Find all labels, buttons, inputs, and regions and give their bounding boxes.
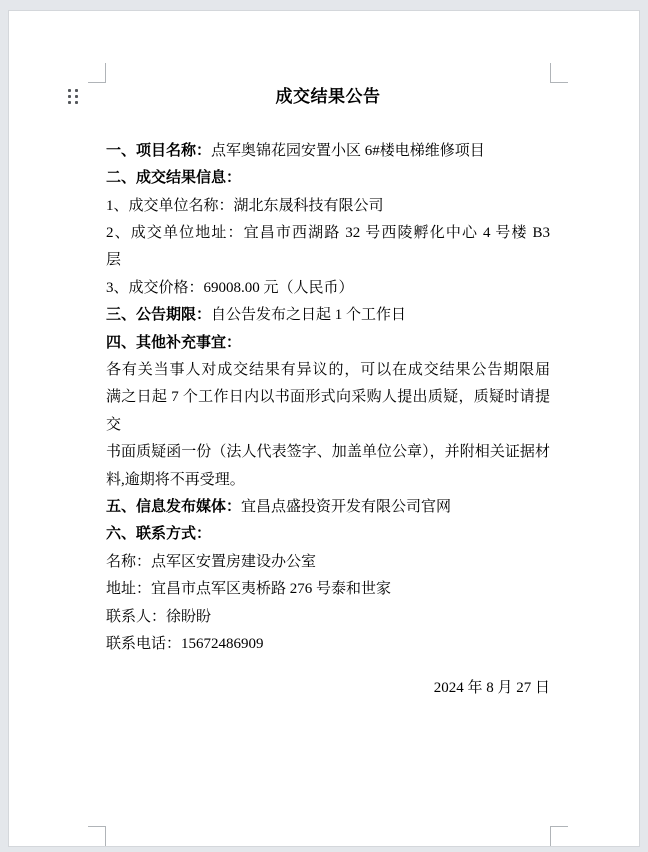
paragraph-project-name <box>106 138 550 165</box>
crop-mark-bottom-left <box>88 826 106 846</box>
drag-handle-icon[interactable] <box>68 89 78 104</box>
paragraph-winner-address-line2: 层 <box>106 252 122 269</box>
crop-mark-top-left <box>88 63 106 83</box>
paragraph-publish-media <box>106 494 550 521</box>
paragraph-objection-line1: 各有关当事人对成交结果有异议的，可以在成交结果公告期限届 <box>106 362 550 379</box>
drag-handle-dot <box>68 95 71 98</box>
paragraph-result-info-heading <box>106 165 550 192</box>
heading-label: 五、信息发布媒体： <box>106 499 242 516</box>
drag-handle-dot <box>75 89 78 92</box>
heading-label: 四、其他补充事宜： <box>106 334 242 351</box>
paragraph-deal-price: 3、成交价格：69008.00 元（人民币） <box>106 279 354 296</box>
heading-label: 三、公告期限： <box>106 307 212 324</box>
heading-value: 宜昌点盛投资开发有限公司官网 <box>241 499 452 516</box>
paragraph-objection-line2: 满之日起 7 个工作日内以书面形式向采购人提出质疑，质疑时请提交 <box>106 389 550 433</box>
heading-label: 六、联系方式： <box>106 526 212 543</box>
heading-label: 一、项目名称： <box>106 142 212 159</box>
paragraph-contact-name: 名称：点军区安置房建设办公室 <box>106 553 317 570</box>
drag-handle-dot <box>75 101 78 104</box>
paragraph-contact-address: 地址：宜昌市点军区夷桥路 276 号泰和世家 <box>106 581 392 598</box>
paragraph-contact-phone: 联系电话：15672486909 <box>106 636 264 653</box>
paragraph-supplementary-heading <box>106 330 550 357</box>
paragraph-winner-name: 1、成交单位名称：湖北东晟科技有限公司 <box>106 197 384 214</box>
paragraph-announcement-period <box>106 302 550 329</box>
drag-handle-dot <box>68 101 71 104</box>
paragraph-contact-person: 联系人：徐盼盼 <box>106 608 212 625</box>
crop-mark-top-right <box>550 63 568 83</box>
document-content <box>106 83 550 702</box>
heading-value: 点军奥锦花园安置小区 6#楼电梯维修项目 <box>211 142 485 159</box>
paragraph-winner-address-line1: 2、成交单位地址：宜昌市西湖路 32 号西陵孵化中心 4 号楼 B3 <box>106 225 550 242</box>
heading-value: 自公告发布之日起 1 个工作日 <box>211 307 407 324</box>
paragraph-objection-line4: 料,逾期将不再受理。 <box>106 471 245 488</box>
document-date: 2024 年 8 月 27 日 <box>433 679 550 696</box>
drag-handle-dot <box>68 89 71 92</box>
crop-mark-bottom-right <box>550 826 568 846</box>
document-page[interactable] <box>8 10 640 847</box>
paragraph-contact-heading <box>106 521 550 548</box>
drag-handle-dot <box>75 95 78 98</box>
heading-label: 二、成交结果信息： <box>106 170 242 187</box>
paragraph-objection-line3: 书面质疑函一份（法人代表签字、加盖单位公章），并附相关证据材 <box>106 444 550 461</box>
document-title: 成交结果公告 <box>275 87 381 106</box>
blank-line <box>106 110 550 137</box>
